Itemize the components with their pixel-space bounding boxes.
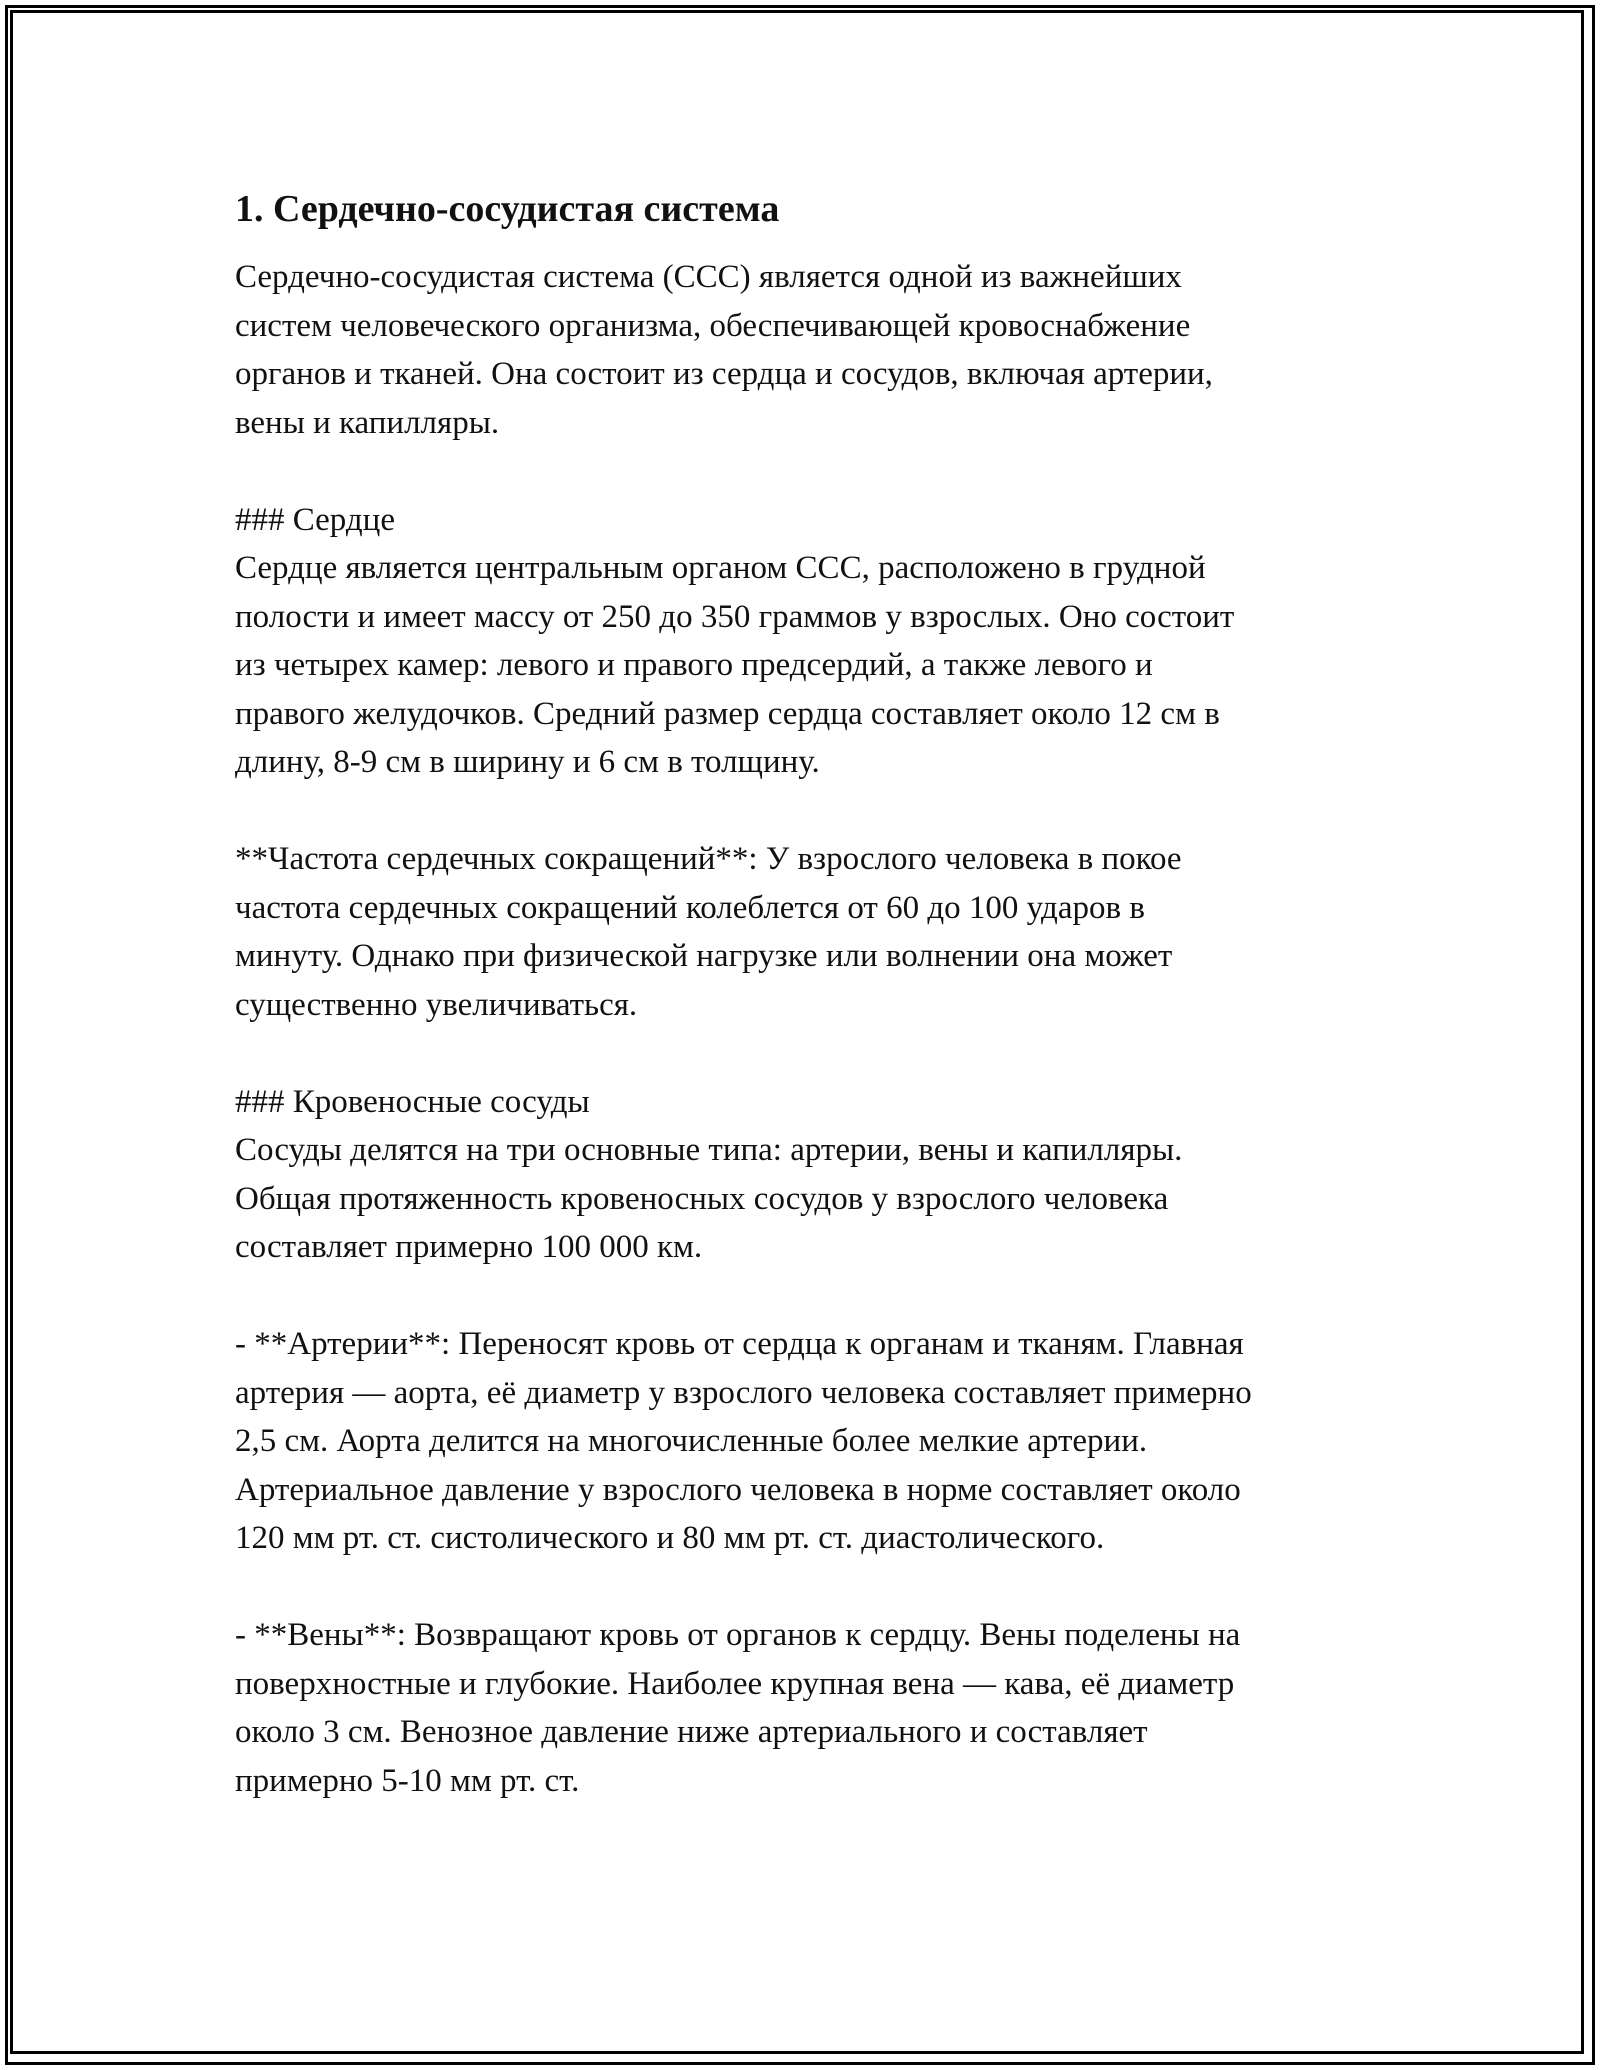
text-line: Сосуды делятся на три основные типа: артерии, вены и капилляры. [235,1132,1183,1168]
text-line: - **Вены**: Возвращают кровь от органов к сердцу. Вены поделены на [235,1617,1241,1653]
veins-item [235,1611,1395,1805]
text-line: Сердечно-сосудистая система (ССС) является одной из важнейших [235,259,1182,295]
text-line: поверхностные и глубокие. Наиболее крупная вена — кава, её диаметр [235,1665,1235,1702]
text-line: вены и капилляры. [235,404,500,441]
text-line: длину, 8-9 см в ширину и 6 см в толщину. [235,744,820,780]
text-line: из четырех камер: левого и правого предсердий, а также левого и [235,647,1153,683]
text-line: **Частота сердечных сокращений**: У взрослого человека в покое [235,841,1182,877]
text-line: ### Сердце [235,501,395,538]
text-line: органов и тканей. Она состоит из сердца и сосудов, включая артерии, [235,356,1213,392]
text-line: - **Артерии**: Переносят кровь от сердца к органам и тканям. Главная [235,1326,1244,1362]
intro-paragraph [235,253,1395,447]
text-line: правого желудочков. Средний размер сердца составляет около 12 см в [235,695,1220,732]
text-line: ### Кровеносные сосуды [235,1083,590,1120]
text-line: примерно 5-10 мм рт. ст. [235,1762,580,1799]
text-line: полости и имеет массу от 250 до 350 граммов у взрослых. Оно состоит [235,598,1235,635]
text-line: Артериальное давление у взрослого человека в норме составляет около [235,1471,1241,1508]
document-title: 1. Сердечно-сосудистая система [235,188,780,230]
text-line: 2,5 см. Аорта делится на многочисленные более мелкие артерии. [235,1423,1148,1459]
text-line: составляет примерно 100 000 км. [235,1229,703,1265]
text-line: Сердце является центральным органом ССС, расположено в грудной [235,550,1206,586]
text-line: минуту. Однако при физической нагрузке или волнении она может [235,938,1173,974]
text-line: Общая протяженность кровеносных сосудов у взрослого человека [235,1180,1169,1217]
paragraph-gap [235,1029,1395,1078]
text-line: артерия — аорта, её диаметр у взрослого человека составляет примерно [235,1374,1252,1411]
arteries-item [235,1320,1395,1563]
text-line: 120 мм рт. ст. систолического и 80 мм рт. ст. диастолического. [235,1520,1105,1556]
text-line: систем человеческого организма, обеспечивающей кровоснабжение [235,307,1191,344]
vessels-section [235,1078,1395,1272]
paragraph-gap [235,447,1395,496]
heart-section [235,496,1395,787]
document-blocks [235,253,1395,1805]
heart-rate-paragraph [235,835,1395,1029]
document-body [235,185,1395,1805]
text-line: существенно увеличиваться. [235,986,638,1023]
paragraph-gap [235,1563,1395,1612]
paragraph-gap [235,1272,1395,1321]
text-line: около 3 см. Венозное давление ниже артериального и составляет [235,1714,1148,1750]
text-line: частота сердечных сокращений колеблется от 60 до 100 ударов в [235,889,1145,926]
paragraph-gap [235,787,1395,836]
